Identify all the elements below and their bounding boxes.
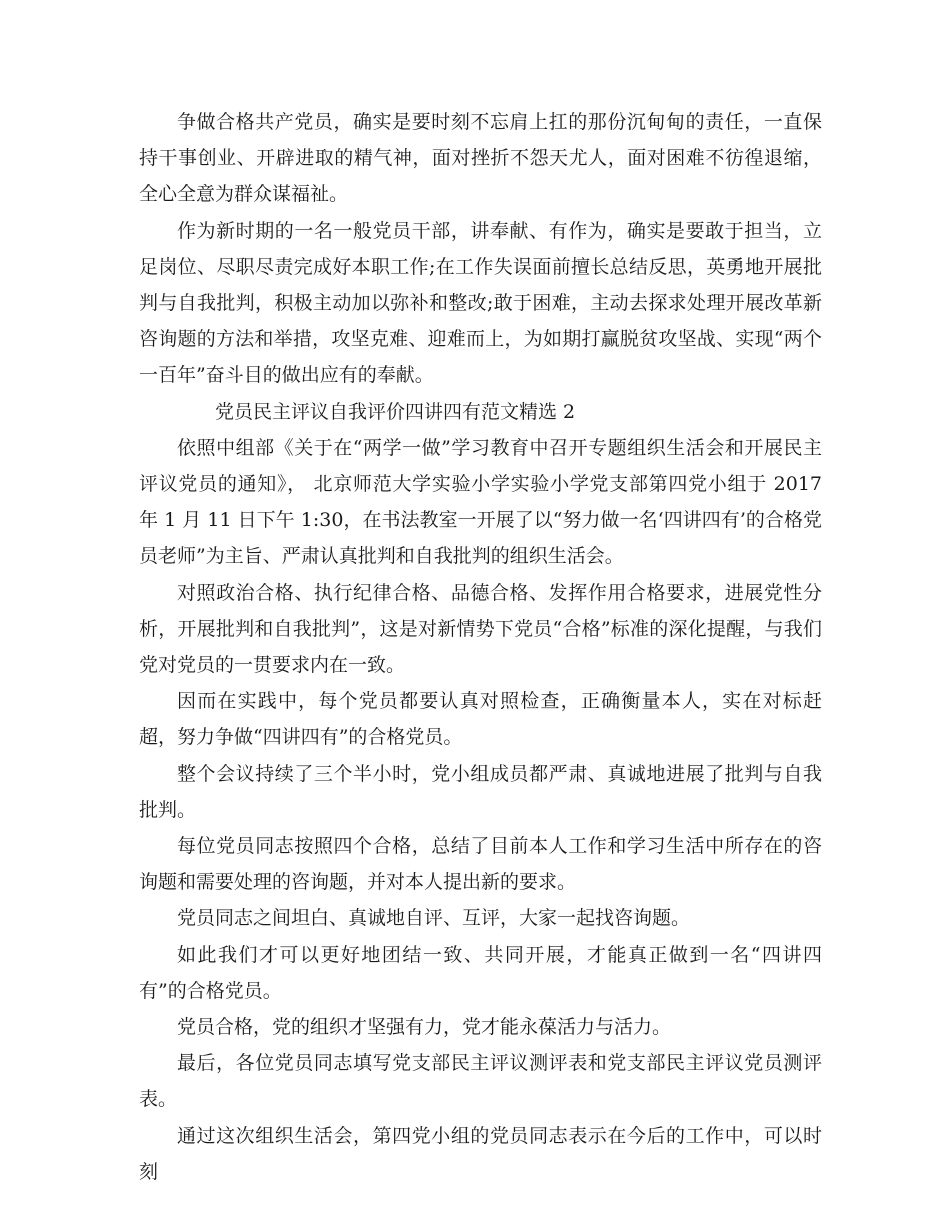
- paragraph: 党员同志之间坦白、真诚地自评、互评，大家一起找咨询题。: [177, 907, 691, 930]
- paragraph: 作为新时期的一名一般党员干部，讲奉献、有作为，确实是要敢于担当，立足岗位、尽职尽责完成好本职工作;在工作失误面前擅长总结反思，英勇地开展批判与自我批判，积极主动加以弥补和整改;敢于困难，主动去探求处理开展改革新咨询题的方法和举措，攻坚克难、迎难而上，为如期打赢脱贫攻坚战、实现“两个一百年”奋斗目的做出应有的奉献。: [139, 219, 822, 387]
- paragraph: 通过这次组织生活会，第四党小组的党员同志表示在今后的工作中，可以时刻: [139, 1124, 822, 1183]
- paragraph: 每位党员同志按照四个合格，总结了目前本人工作和学习生活中所存在的咨询题和需要处理的咨询题，并对本人提出新的要求。: [139, 835, 822, 894]
- document-body: [139, 104, 822, 1190]
- section-title: 党员民主评议自我评价四讲四有范文精选 2: [215, 400, 576, 423]
- paragraph: 因而在实践中，每个党员都要认真对照检查，正确衡量本人，实在对标赶超，努力争做“四讲四有”的合格党员。: [139, 690, 822, 749]
- paragraph: 争做合格共产党员，确实是要时刻不忘肩上扛的那份沉甸甸的责任，一直保持干事创业、开辟进取的精气神，面对挫折不怨天尤人，面对困难不彷徨退缩，全心全意为群众谋福祉。: [139, 111, 822, 206]
- paragraph: 依照中组部《关于在“两学一做”学习教育中召开专题组织生活会和开展民主评议党员的通知》， 北京师范大学实验小学实验小学党支部第四党小组于 2017 年 1 月 11 日下午 1:30，在书法教室一开展了以“努力做一名‘四讲四有’的合格党员老师”为主旨、严肃认真批判和自我批判的组织生活会。: [139, 436, 822, 568]
- paragraph: 整个会议持续了三个半小时，党小组成员都严肃、真诚地进展了批判与自我批判。: [139, 762, 822, 821]
- paragraph: 对照政治合格、执行纪律合格、品德合格、发挥作用合格要求，进展党性分析，开展批判和自我批判”，这是对新情势下党员“合格”标准的深化提醒，与我们党对党员的一贯要求内在一致。: [139, 581, 822, 677]
- paragraph: 如此我们才可以更好地团结一致、共同开展，才能真正做到一名“四讲四有”的合格党员。: [139, 943, 822, 1002]
- paragraph: 最后，各位党员同志填写党支部民主评议测评表和党支部民主评议党员测评表。: [139, 1052, 822, 1111]
- paragraph: 党员合格，党的组织才坚强有力，党才能永葆活力与活力。: [177, 1016, 672, 1039]
